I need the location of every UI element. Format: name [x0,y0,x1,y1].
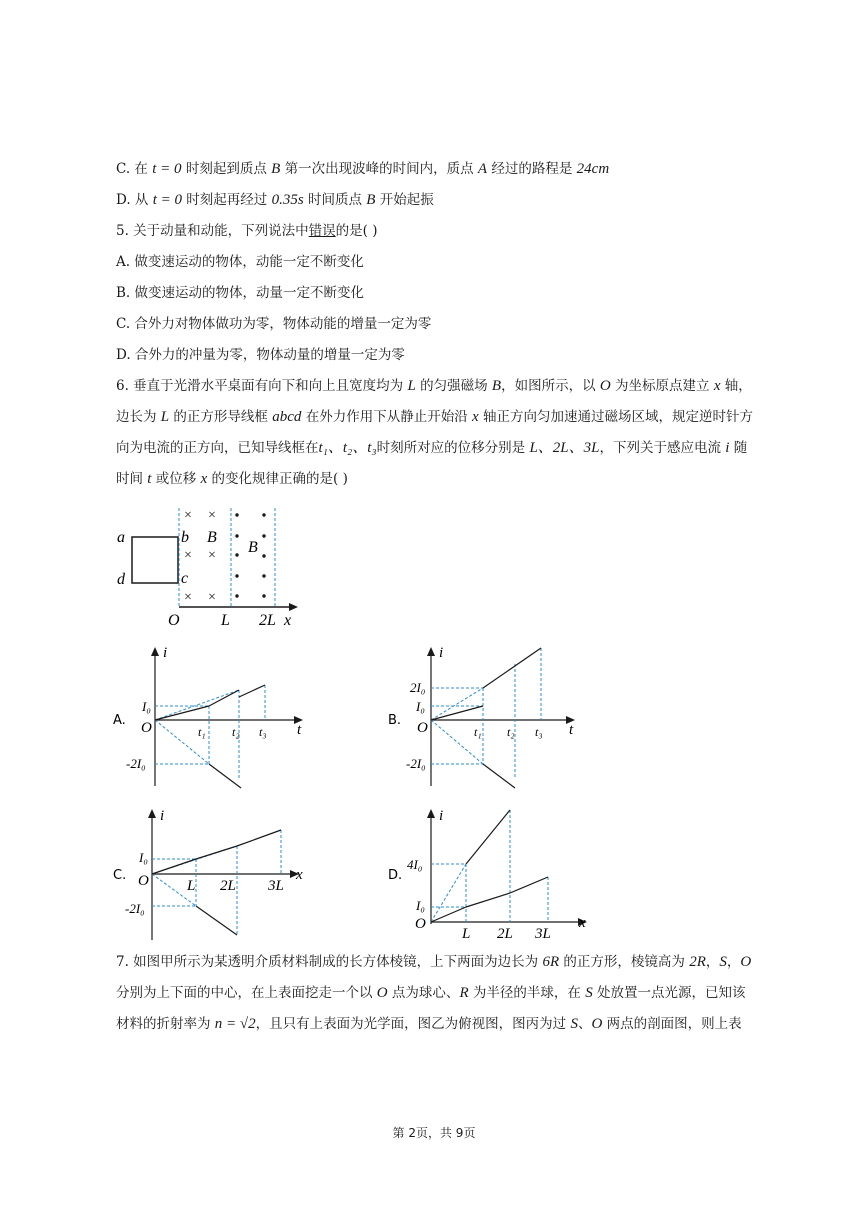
y-arrow-icon [151,647,159,656]
label-B-up: B [248,539,258,556]
label-neg2I0: -2I₀ [126,756,146,771]
q6-stem-line4: 时间 t 或位移 x 的变化规律正确的是( ) [116,471,348,487]
label-2I0: 2I₀ [410,680,426,695]
q6-stem-line3: 向为电流的正方向，已知导线框在t₁、t₂、t₃时刻所对应的位移分别是 L、2L、3L，下列关于感应电流 i 随 [116,440,748,456]
origin-O: O [141,720,152,736]
label-O: O [168,612,180,629]
q7-stem-line2: 分别为上下面的中心，在上表面挖走一个以 O 点为球心、R 为半径的半球，在 S 处放置一点光源，已知该 [116,985,746,1001]
label-L: L [221,612,230,629]
y-arrow-icon [427,809,435,818]
y-arrow-icon [427,647,435,656]
square-loop [132,537,178,583]
q5-option-d: D. 合外力的冲量为零，物体动量的增量一定为零 [116,347,405,363]
option-label-b: B. [388,713,402,728]
axis-x: x [296,867,303,883]
q6-stem-line1: 6. 垂直于光滑水平桌面有向下和向上且宽度均为 L 的匀强磁场 B，如图所示，以 O 为坐标原点建立 x 轴， [116,378,752,394]
dashed-guides [431,810,548,922]
magnetic-field-figure [110,500,310,630]
q7-stem-line1: 7. 如图甲所示为某透明介质材料制成的长方体棱镜，上下两面为边长为 6R 的正方形，棱镜高为 2R，S，O [116,954,752,970]
option-label-a: A. [113,713,126,728]
q7-stem-line3: 材料的折射率为 n = √2，且只有上表面为光学面，图乙为俯视图，图丙为过 S、O 两点的剖面图，则上表 [116,1016,742,1032]
current-curve [431,810,548,922]
label-2L: 2L [259,612,276,629]
label-neg2I0: -2I₀ [406,756,426,771]
cross: × [208,548,216,563]
current-curve [431,648,541,788]
axis-t: t [569,722,574,738]
tick-t1: t₁ [198,725,206,739]
tick-t1: t₁ [474,725,482,739]
label-I0: I₀ [139,850,148,865]
dashed-guides [155,685,265,780]
q4-option-c: C. 在 t = 0 时刻起到质点 B 第一次出现波峰的时间内，质点 A 经过的路程是 24cm [116,161,610,177]
y-arrow-icon [148,809,156,818]
tick-t2: t₂ [507,725,515,739]
option-label-d: D. [388,868,403,883]
graph-b [385,640,585,790]
q6-stem-line2: 边长为 L 的正方形导线框 abcd 在外力作用下从静止开始沿 x 轴正方向匀加速通过磁场区域，规定逆时针方 [116,409,753,425]
q5-option-a: A. 做变速运动的物体，动能一定不断变化 [116,254,364,270]
graph-d [385,800,595,945]
label-4I0: 4I₀ [407,857,423,872]
graph-a [110,640,310,790]
axis-x: x [579,915,586,931]
label-x: x [284,612,292,629]
label-a: a [117,529,125,546]
x-arrow-icon [289,603,298,611]
axis-i: i [439,645,444,661]
dashed-guides [152,830,281,935]
label-I0: I₀ [416,898,425,913]
q5-stem: 5. 关于动量和动能，下列说法中错误的是( ) [116,223,378,239]
q5-option-c: C. 合外力对物体做功为零，物体动能的增量一定为零 [116,316,432,332]
q4-option-d: D. 从 t = 0 时刻起再经过 0.35s 时间质点 B 开始起振 [116,192,434,208]
tick-t3: t₃ [259,725,267,739]
label-I0: I₀ [142,699,151,714]
current-curve [155,685,265,788]
label-B-down: B [207,529,217,546]
current-curve [152,830,281,935]
axis-i: i [160,808,165,824]
field-crosses [184,508,216,605]
option-label-c: C. [113,868,127,883]
cross: × [184,508,192,523]
tick-3L: 3L [268,878,284,894]
cross: × [184,548,192,563]
tick-L: L [187,878,196,894]
page-footer: 第 2页，共 9页 [392,1126,476,1140]
label-d: d [117,571,125,588]
tick-t3: t₃ [535,725,543,739]
tick-2L: 2L [497,926,513,942]
axis-i: i [439,808,444,824]
tick-3L: 3L [535,926,551,942]
cross: × [208,590,216,605]
cross: × [184,590,192,605]
dashed-guides [431,648,541,778]
tick-L: L [462,926,471,942]
axis-i: i [163,645,168,661]
label-b: b [181,529,189,546]
axis-t: t [297,722,302,738]
origin-O: O [415,916,426,932]
label-neg2I0: -2I₀ [125,901,145,916]
origin-O: O [138,873,149,889]
tick-t2: t₂ [232,725,240,739]
cross: × [208,508,216,523]
origin-O: O [417,720,428,736]
tick-2L: 2L [220,878,236,894]
label-c: c [181,570,189,587]
label-I0: I₀ [416,699,425,714]
q5-option-b: B. 做变速运动的物体，动量一定不断变化 [116,285,365,301]
graph-c [110,800,310,945]
